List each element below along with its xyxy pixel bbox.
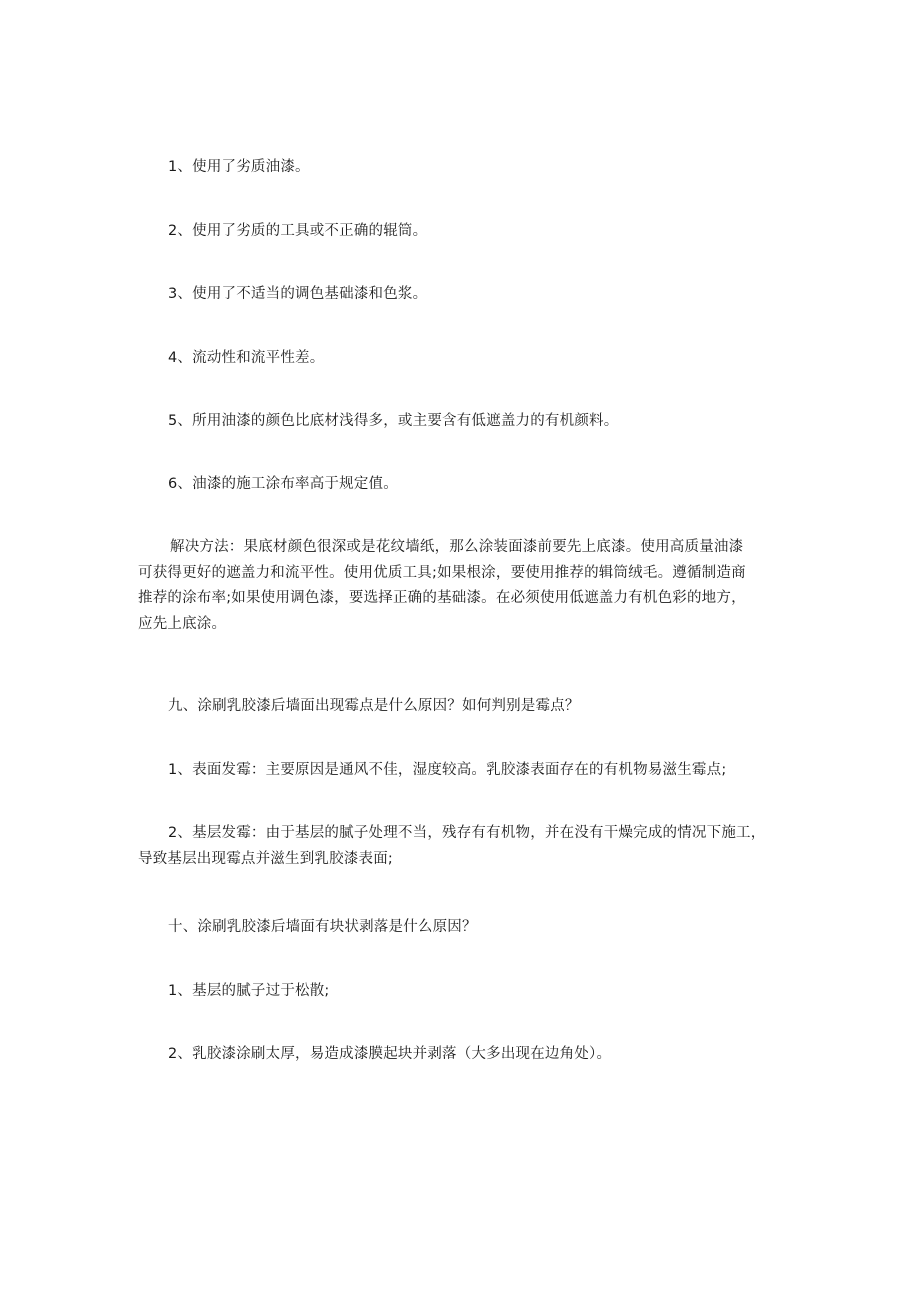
paragraph-line: 推荐的涂布率;如果使用调色漆，要选择正确的基础漆。在必须使用低遮盖力有机色彩的地方， — [138, 590, 746, 606]
paragraph-line: 导致基层出现霉点并滋生到乳胶漆表面; — [138, 850, 393, 867]
paragraph-line: 应先上底涂。 — [138, 615, 227, 632]
paragraph-line: 2、基层发霉：由于基层的腻子处理不当，残存有有机物，并在没有干燥完成的情况下施工， — [168, 825, 766, 841]
section-heading: 九、涂刷乳胶漆后墙面出现霉点是什么原因？如何判别是霉点？ — [168, 698, 580, 714]
list-item: 2、乳胶漆涂刷太厚，易造成漆膜起块并剥落（大多出现在边角处）。 — [168, 1046, 612, 1062]
list-item: 2、使用了劣质的工具或不正确的辊筒。 — [168, 223, 428, 239]
list-item — [138, 823, 765, 874]
list-item: 1、基层的腻子过于松散; — [168, 983, 330, 999]
paragraph-line: 可获得更好的遮盖力和流平性。使用优质工具;如果根涂，要使用推荐的辑筒绒毛。遵循制造商 — [138, 564, 746, 581]
list-item: 3、使用了不适当的调色基础漆和色浆。 — [168, 286, 428, 302]
list-item: 4、流动性和流平性差。 — [168, 350, 325, 366]
solution-paragraph — [138, 537, 746, 639]
list-item: 6、油漆的施工涂布率高于规定值。 — [168, 476, 398, 492]
paragraph-line: 解决方法：果底材颜色很深或是花纹墙纸，那么涂装面漆前要先上底漆。使用高质量油漆 — [170, 539, 744, 555]
section-heading: 十、涂刷乳胶漆后墙面有块状剥落是什么原因？ — [168, 919, 477, 935]
list-item: 5、所用油漆的颜色比底材浅得多，或主要含有低遮盖力的有机颜料。 — [168, 413, 619, 429]
list-item: 1、使用了劣质油漆。 — [168, 159, 310, 175]
list-item: 1、表面发霉：主要原因是通风不佳，湿度较高。乳胶漆表面存在的有机物易滋生霉点; — [168, 762, 727, 778]
